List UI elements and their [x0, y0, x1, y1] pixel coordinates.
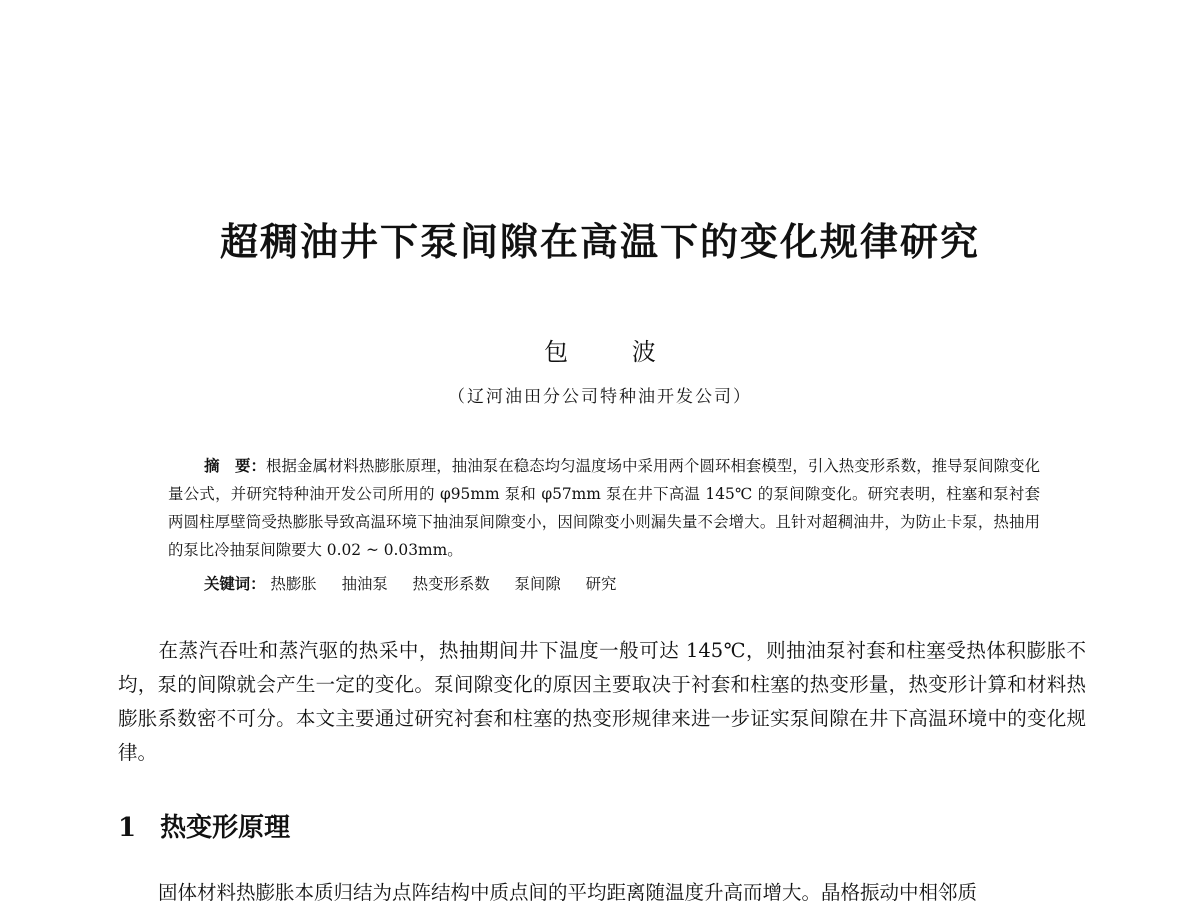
section1-text: 固体材料热膨胀本质归结为点阵结构中质点间的平均距离随温度升高而增大。晶格振动中相邻质: [158, 881, 978, 904]
abstract: [168, 452, 1040, 564]
section-heading: [118, 808, 290, 848]
author-name: 包 波: [544, 338, 684, 366]
keywords: [204, 570, 1044, 598]
keyword: 研究: [585, 575, 617, 593]
keyword: 热变形系数: [412, 575, 490, 593]
section-title: 热变形原理: [160, 813, 291, 843]
section1-paragraph: [118, 876, 1086, 910]
section-number: 1: [118, 813, 137, 843]
keyword: 热膨胀: [270, 575, 317, 593]
paper-title: 超稠油井下泵间隙在高温下的变化规律研究: [219, 220, 980, 264]
abstract-text: 根据金属材料热膨胀原理，抽油泵在稳态均匀温度场中采用两个圆环相套模型，引入热变形系数，推导泵间隙变化量公式，并研究特种油开发公司所用的 φ95mm 泵和 φ57mm 泵在井下高温 145℃ 的泵间隙变化。研究表明，柱塞和泵衬套两圆柱厚壁筒受热膨胀导致高温环境下抽油泵间隙变小，因间隙变小则漏失量不会增大。且针对超稠油井，为防止卡泵，热抽用的泵比冷抽泵间隙要大 0.02 ~ 0.03mm。: [168, 457, 1040, 559]
keyword: 泵间隙: [514, 575, 561, 593]
intro-paragraph: [118, 634, 1086, 770]
keywords-label: 关键词：: [204, 575, 266, 593]
keyword: 抽油泵: [341, 575, 388, 593]
intro-text: 在蒸汽吞吐和蒸汽驱的热采中，热抽期间井下温度一般可达 145℃，则抽油泵衬套和柱塞受热体积膨胀不均，泵的间隙就会产生一定的变化。泵间隙变化的原因主要取决于衬套和柱塞的热变形量，热变形计算和材料热膨胀系数密不可分。本文主要通过研究衬套和柱塞的热变形规律来进一步证实泵间隙在井下高温环境中的变化规律。: [118, 639, 1086, 764]
abstract-label: 摘 要：: [204, 457, 267, 475]
author-affiliation: （辽河油田分公司特种油开发公司）: [448, 387, 752, 407]
